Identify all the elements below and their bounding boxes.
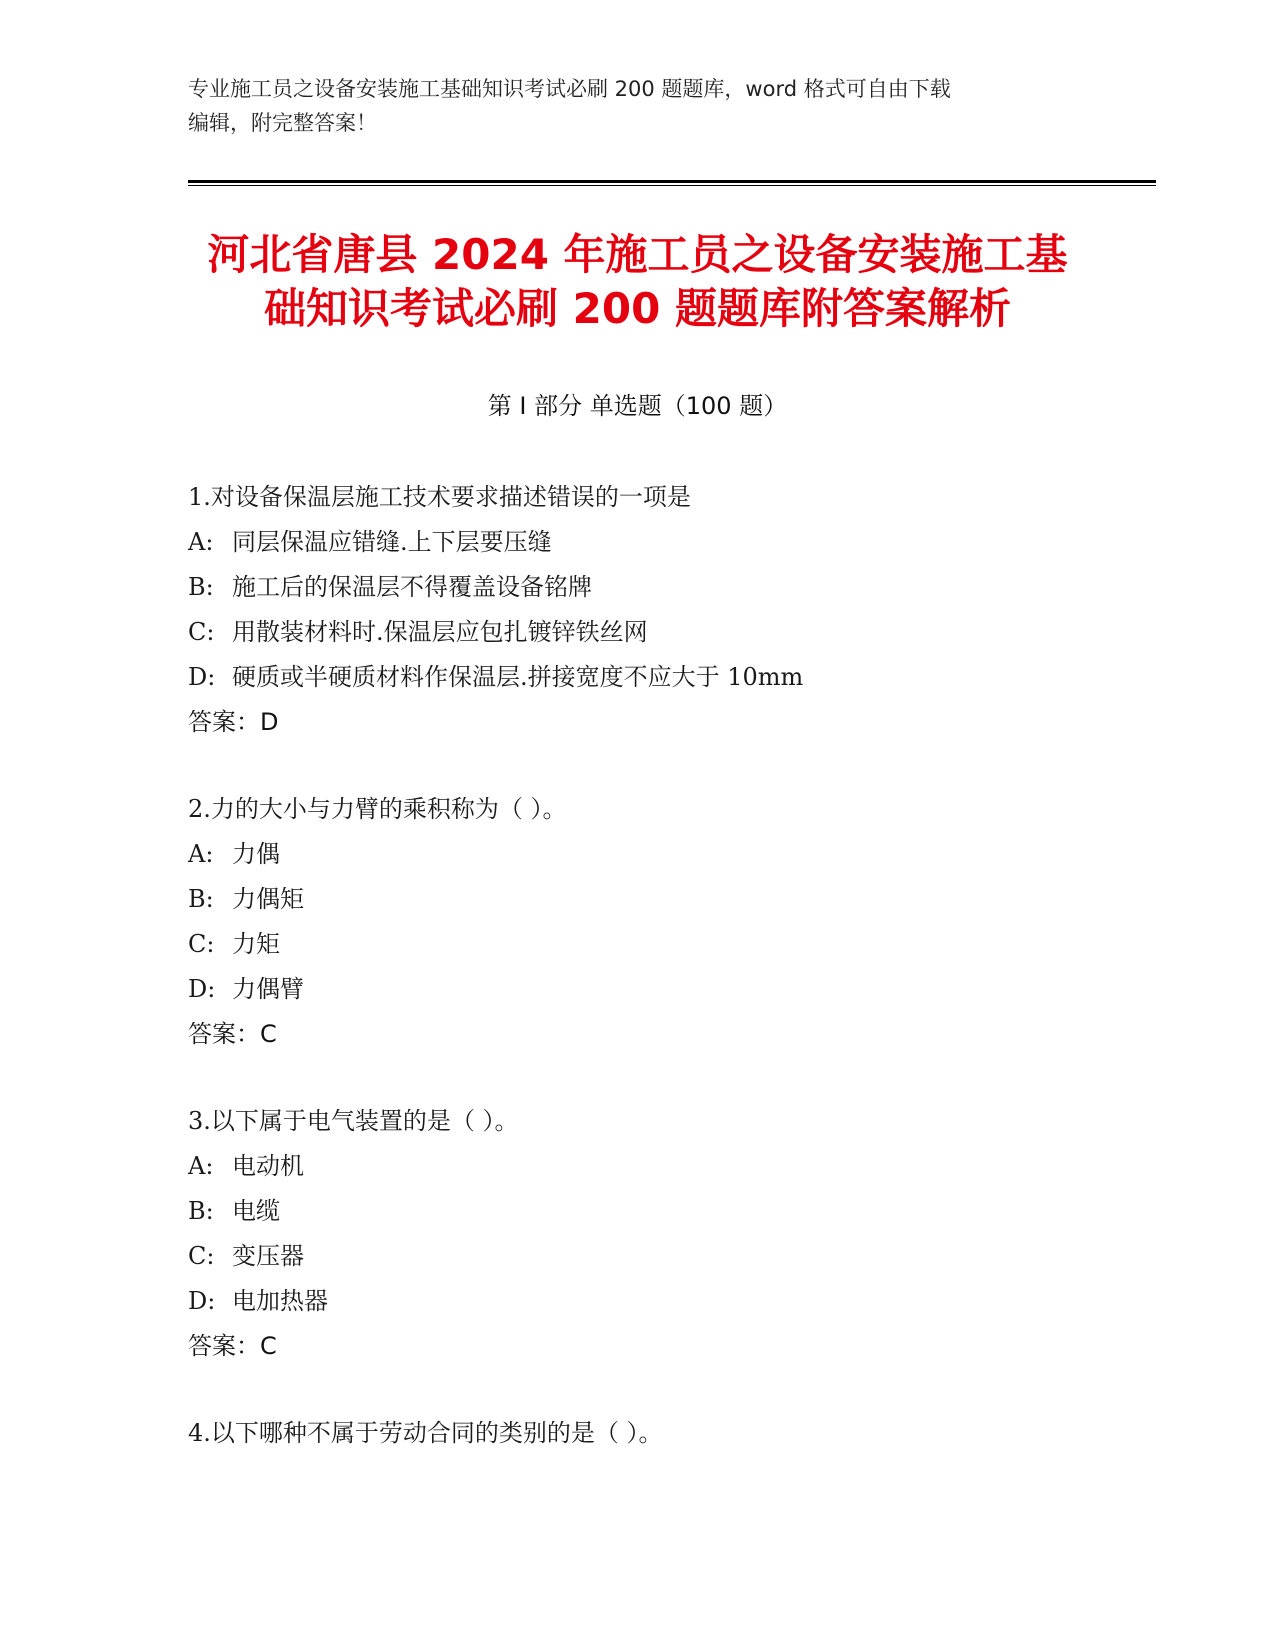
option-text: 电缆 — [232, 1197, 280, 1225]
document-title — [120, 228, 1155, 336]
question-list — [188, 475, 1148, 1498]
option-b — [188, 1189, 1148, 1234]
header-line-2: 编辑，附完整答案！ — [188, 111, 377, 135]
option-d — [188, 655, 1148, 700]
option-text: 力偶臂 — [232, 975, 304, 1003]
option-a — [188, 520, 1148, 565]
header-divider-thin — [188, 185, 1156, 186]
question-stem: 1.对设备保温层施工技术要求描述错误的一项是 — [188, 483, 691, 511]
answer-line — [188, 1324, 1148, 1369]
option-letter: D: — [188, 663, 216, 691]
option-letter: D: — [188, 1287, 216, 1315]
question-1 — [188, 475, 1148, 745]
option-text: 用散装材料时.保温层应包扎镀锌铁丝网 — [232, 618, 648, 646]
option-letter: C: — [188, 618, 215, 646]
option-a — [188, 1144, 1148, 1189]
answer-prefix: 答案： — [188, 1020, 260, 1048]
question-4 — [188, 1411, 1148, 1456]
option-c — [188, 1234, 1148, 1279]
option-text: 电加热器 — [232, 1287, 328, 1315]
option-a — [188, 832, 1148, 877]
answer-line — [188, 1012, 1148, 1057]
section-title: 第 I 部分 单选题（100 题） — [487, 392, 788, 420]
option-letter: B: — [188, 885, 214, 913]
option-c — [188, 610, 1148, 655]
option-d — [188, 967, 1148, 1012]
title-line-2: 础知识考试必刷 200 题题库附答案解析 — [264, 284, 1011, 333]
option-text: 同层保温应错缝.上下层要压缝 — [232, 528, 552, 556]
question-stem: 3.以下属于电气装置的是（ ）。 — [188, 1107, 519, 1135]
option-text: 力偶 — [232, 840, 280, 868]
header-divider-thick — [188, 180, 1156, 183]
option-b — [188, 565, 1148, 610]
title-line-1: 河北省唐县 2024 年施工员之设备安装施工基 — [207, 230, 1068, 279]
option-letter: A: — [188, 528, 214, 556]
option-letter: C: — [188, 1242, 215, 1270]
document-header — [188, 72, 1068, 140]
answer-prefix: 答案： — [188, 708, 260, 736]
header-line-1: 专业施工员之设备安装施工基础知识考试必刷 200 题题库，word 格式可自由下载 — [188, 77, 951, 101]
answer-line — [188, 700, 1148, 745]
question-stem: 4.以下哪种不属于劳动合同的类别的是（ ）。 — [188, 1419, 663, 1447]
option-text: 变压器 — [232, 1242, 304, 1270]
option-letter: D: — [188, 975, 216, 1003]
option-letter: A: — [188, 840, 214, 868]
answer-value: D — [260, 708, 279, 736]
answer-value: C — [260, 1332, 277, 1360]
option-b — [188, 877, 1148, 922]
option-text: 施工后的保温层不得覆盖设备铭牌 — [232, 573, 592, 601]
answer-value: C — [260, 1020, 277, 1048]
question-3 — [188, 1099, 1148, 1369]
question-stem: 2.力的大小与力臂的乘积称为（ ）。 — [188, 795, 567, 823]
answer-prefix: 答案： — [188, 1332, 260, 1360]
option-letter: C: — [188, 930, 215, 958]
option-text: 电动机 — [232, 1152, 304, 1180]
option-letter: A: — [188, 1152, 214, 1180]
option-d — [188, 1279, 1148, 1324]
option-c — [188, 922, 1148, 967]
option-letter: B: — [188, 573, 214, 601]
option-text: 力矩 — [232, 930, 280, 958]
option-letter: B: — [188, 1197, 214, 1225]
option-text: 力偶矩 — [232, 885, 304, 913]
question-2 — [188, 787, 1148, 1057]
option-text: 硬质或半硬质材料作保温层.拼接宽度不应大于 10mm — [232, 663, 804, 691]
